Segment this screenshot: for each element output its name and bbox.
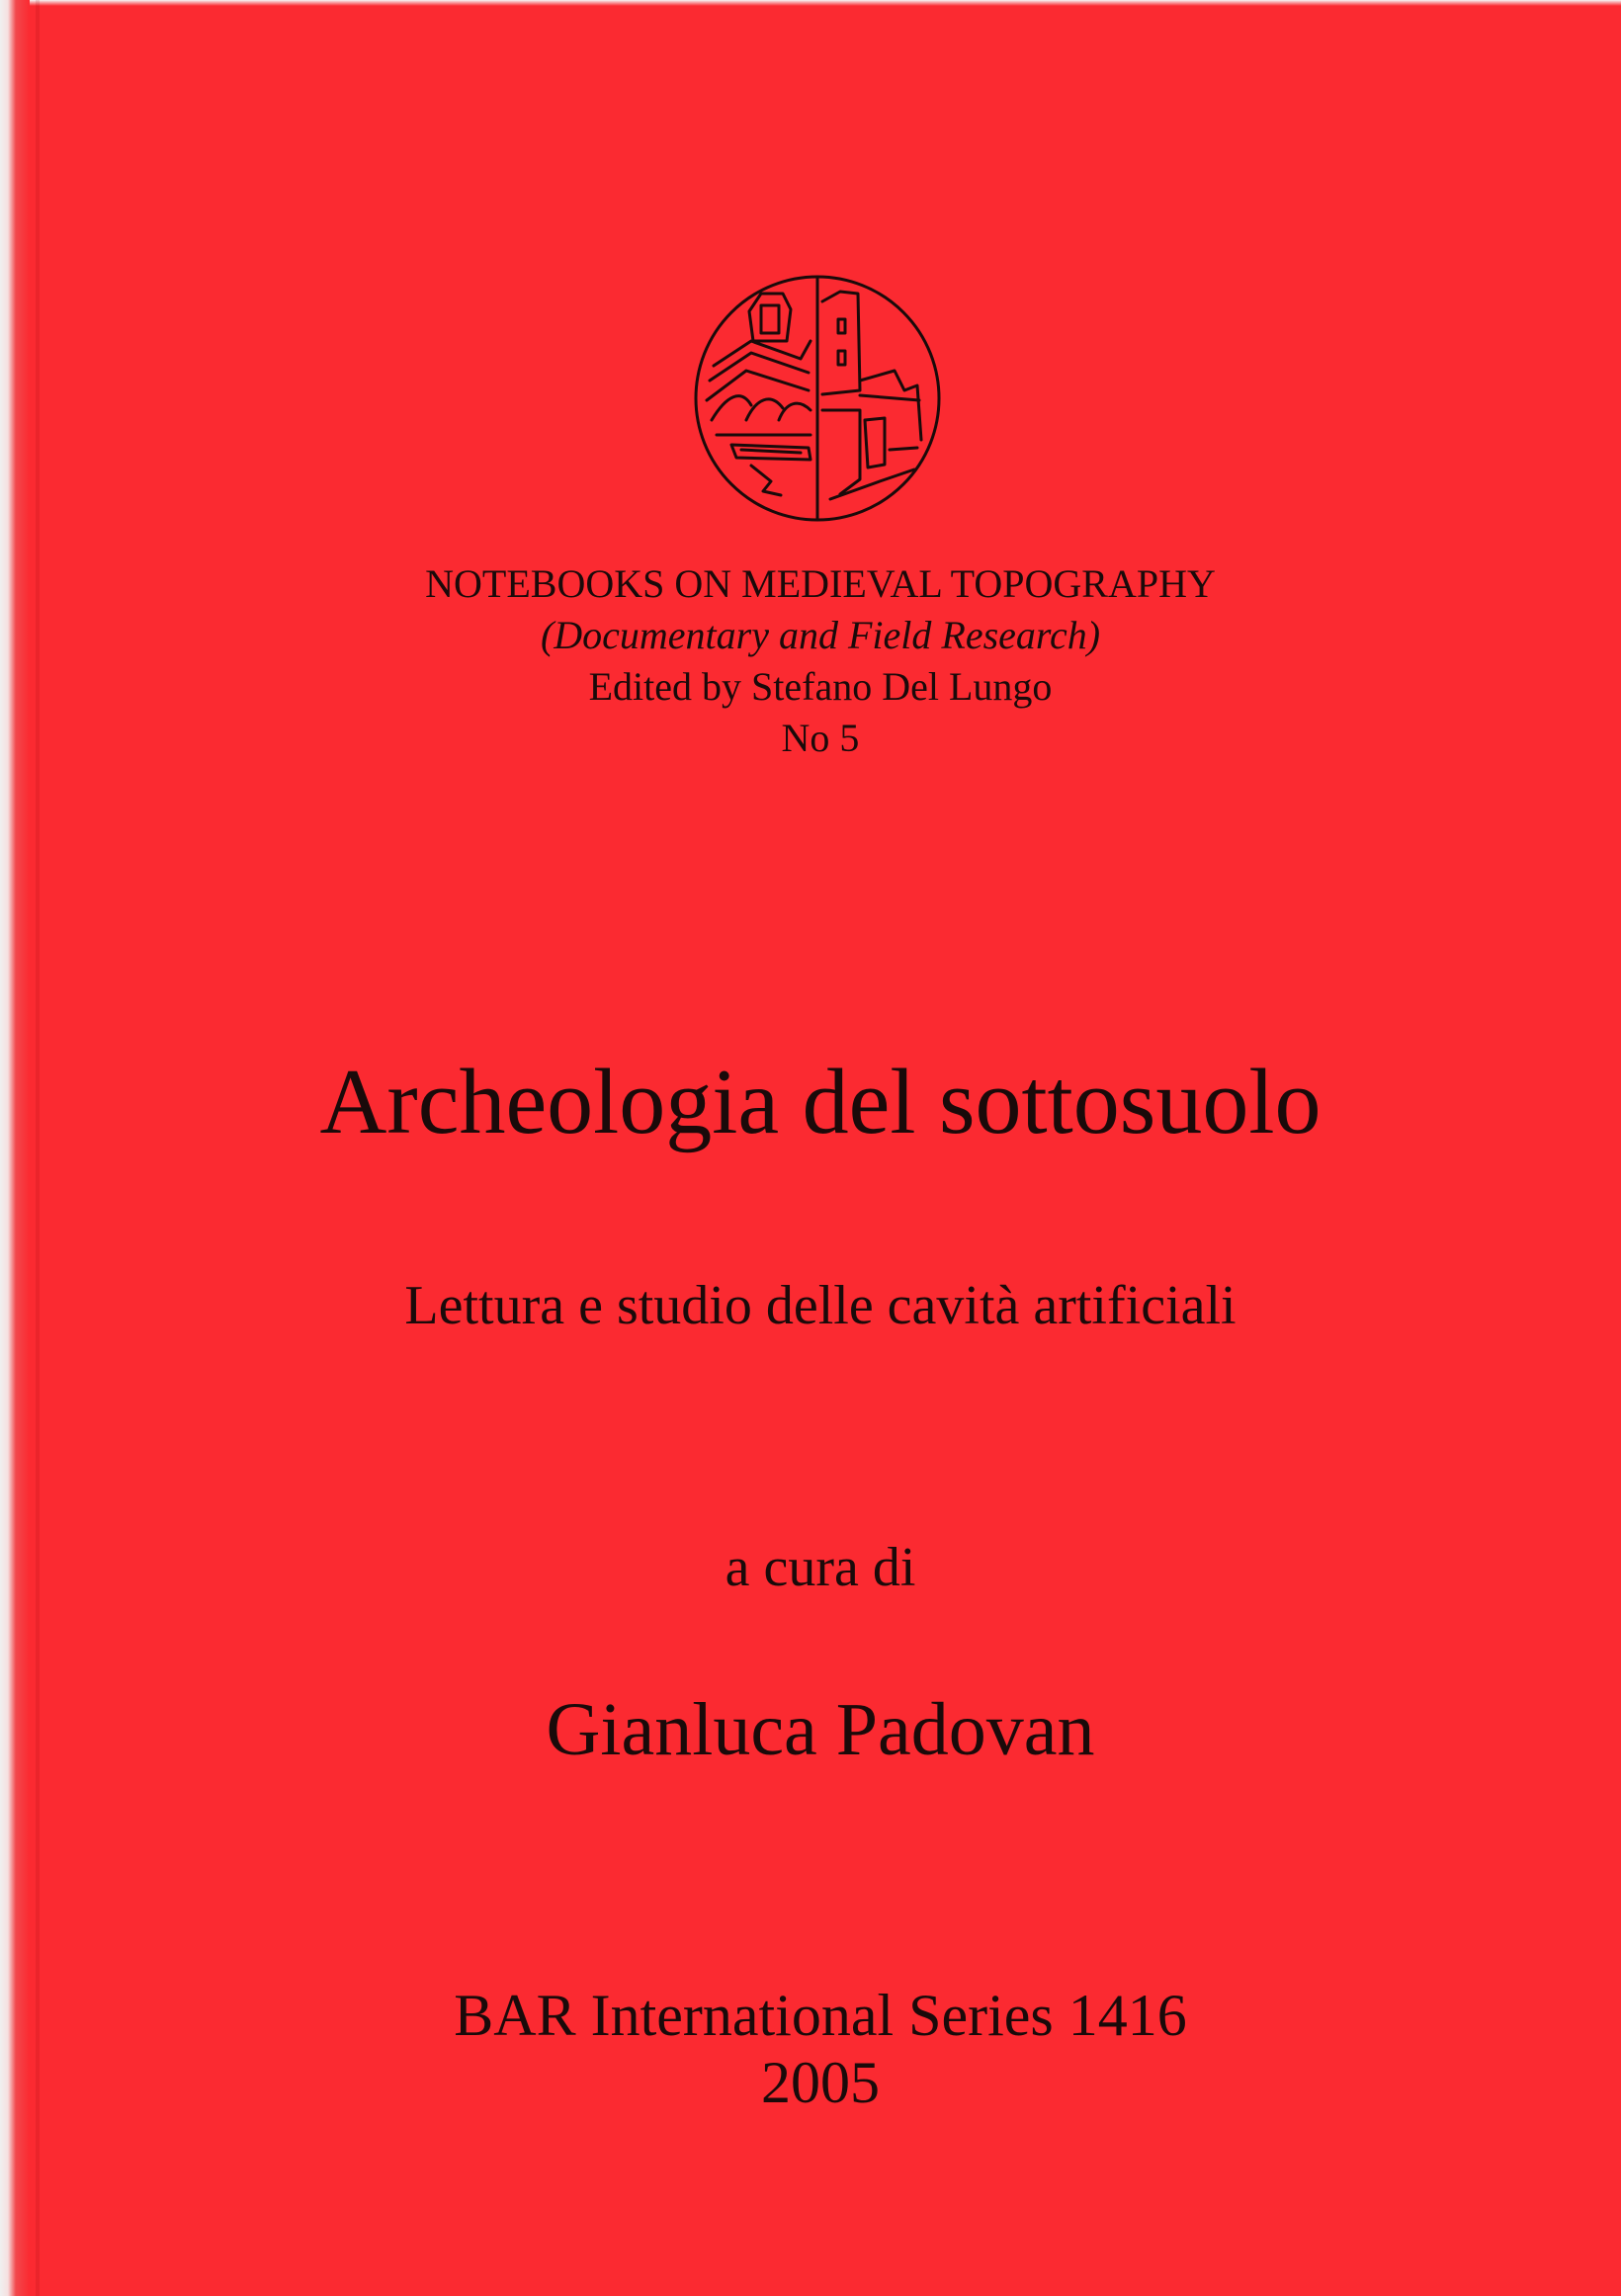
publication-series: BAR International Series 1416 bbox=[454, 1983, 1187, 2048]
author-name: Gianluca Padovan bbox=[546, 1688, 1095, 1771]
series-block bbox=[40, 558, 1601, 764]
top-edge bbox=[0, 0, 1621, 6]
publication-block bbox=[40, 1982, 1601, 2116]
series-subtitle: (Documentary and Field Research) bbox=[540, 613, 1101, 657]
medieval-topography-seal-icon bbox=[692, 272, 943, 525]
publication-year: 2005 bbox=[761, 2050, 880, 2115]
book-title: Archeologia del sottosuolo bbox=[319, 1051, 1322, 1153]
book-subtitle: Lettura e studio delle cavità artificiali bbox=[404, 1275, 1237, 1336]
series-editor: Edited by Stefano Del Lungo bbox=[588, 664, 1053, 709]
series-number: No 5 bbox=[781, 716, 860, 760]
series-name: NOTEBOOKS ON MEDIEVAL TOPOGRAPHY bbox=[425, 561, 1216, 606]
spine-edge bbox=[0, 0, 30, 2296]
curated-by-label: a cura di bbox=[725, 1537, 916, 1598]
